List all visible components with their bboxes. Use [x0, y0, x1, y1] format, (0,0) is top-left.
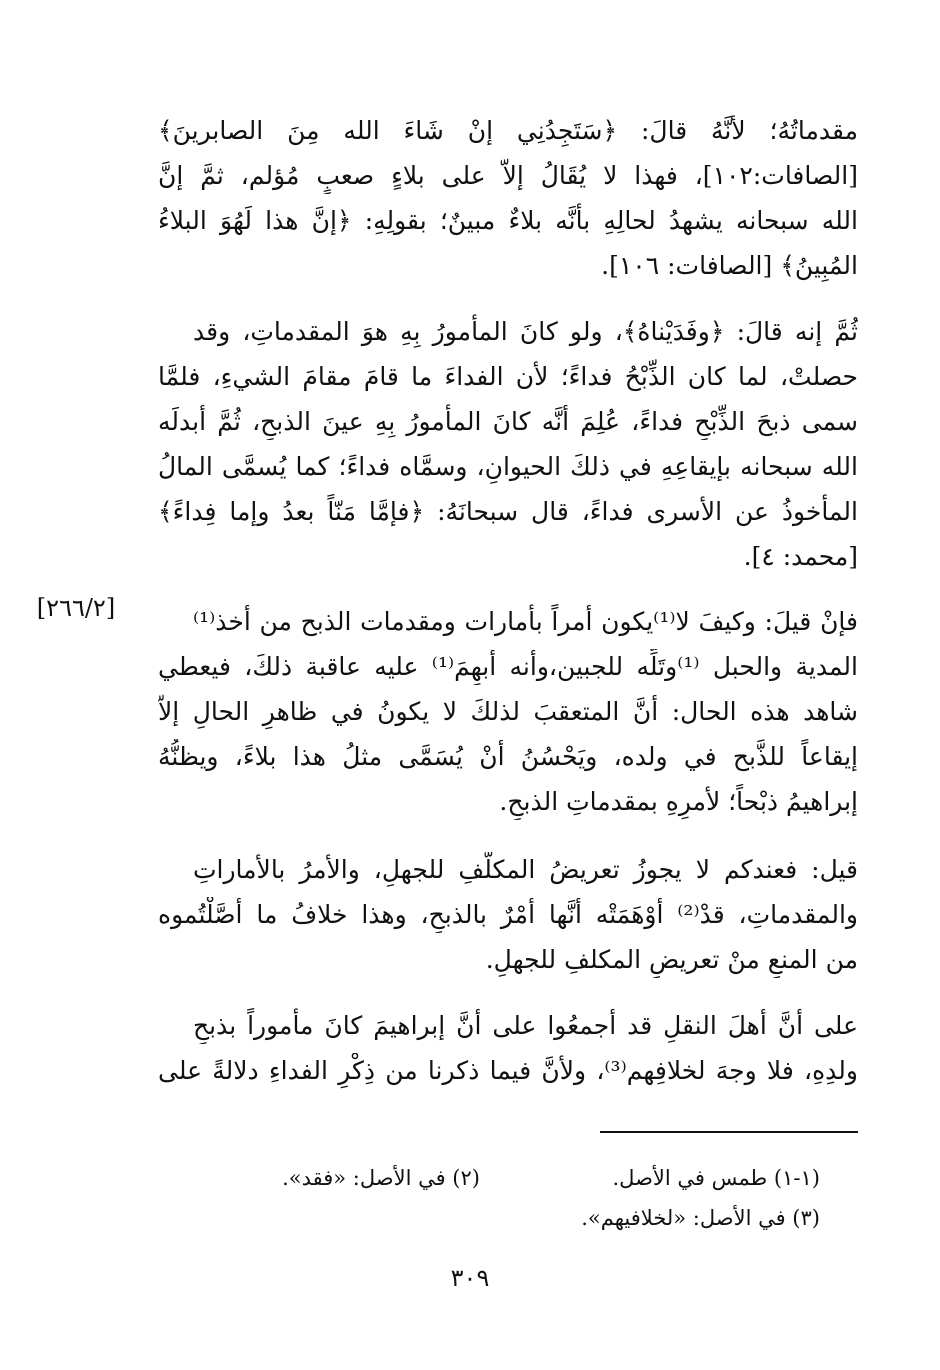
footnote-1: (١-١) طمس في الأصل. [612, 1166, 820, 1190]
text-line: [الصافات:١٠٢]، فهذا لا يُقَالُ إلاَّ على بلاءٍ صعبٍ مُؤلم، ثمَّ إنَّ [158, 161, 858, 190]
text-line: الله سبحانه بإيقاعِهِ في ذلكَ الحيوانِ، وسمَّاه فداءً؛ كما يُسمَّى المالُ [158, 452, 858, 481]
text-line: على أنَّ أهلَ النقلِ قد أجمعُوا على أنَّ إبراهيمَ كانَ مأموراً بذبحِ [193, 1011, 858, 1040]
footnote-separator [600, 1131, 858, 1133]
text-line: المدية والحبل ⁽¹⁾وتَلِّه للجبين،وأنه أُبهِمَ⁽¹⁾ عليه عاقبة ذلكَ، فيعطي [158, 652, 858, 681]
text-line: ثُمَّ إنه قالَ: ﴿وفَدَيْناهُ﴾، ولو كانَ المأمورُ بِهِ هوَ المقدماتِ، وقد [193, 317, 858, 346]
footnote-3: (٣) في الأصل: «لخلافيهم». [581, 1206, 820, 1230]
text-line: من المنعِ منْ تعريضِ المكلفِ للجهلِ. [485, 945, 858, 974]
text-line: حصلتْ، لما كان الذِّبْحُ فداءً؛ لأن الفداءَ ما قامَ مقامَ الشيءِ، فلمَّا [158, 362, 858, 391]
margin-page-reference: [٢٦٦/٢] [36, 594, 116, 622]
text-line: المأخوذُ عن الأسرى فداءً، قال سبحانَهُ: ﴿فإمَّا مَنّاً بعدُ وإما فِداءً﴾ [158, 497, 858, 526]
text-line: الله سبحانه يشهدُ لحالِهِ بأنَّه بلاءٌ مبينٌ؛ بقولِهِ: ﴿إنَّ هذا لَهُوَ البلاءُ [158, 206, 858, 235]
text-line: إبراهيمُ ذبْحاً؛ لأمرِهِ بمقدماتِ الذبحِ. [499, 787, 858, 816]
text-line: المُبِينُ﴾ [الصافات: ١٠٦]. [601, 251, 858, 280]
footnote-2: (٢) في الأصل: «فقد». [282, 1166, 480, 1190]
text-line: والمقدماتِ، قدْ⁽²⁾ أَوْهَمَتْه أنَّها أمْرٌ بالذبحِ، وهذا خلافُ ما أَصَّلْتُموه [158, 900, 858, 929]
text-line: [محمد: ٤]. [743, 542, 858, 571]
text-line: فإنْ قيلَ: وكيفَ لا⁽¹⁾يكون أمراً بأمارات ومقدمات الذبح من أخذ⁽¹⁾ [193, 607, 858, 636]
text-line: قيل: فعندكم لا يجوزُ تعريضُ المكلَّفِ للجهلِ، والأمرُ بالأماراتِ [193, 855, 858, 884]
text-line: شاهد هذه الحال: أنَّ المتعقبَ لذلكَ لا يكونُ في ظاهرِ الحالِ إلاَّ [158, 697, 858, 726]
text-line: ولدِهِ، فلا وجهَ لخلافِهم⁽³⁾، ولأنَّ فيما ذكرنا من ذِكْرِ الفداءِ دلالةً على [158, 1056, 858, 1085]
text-line: مقدماتُهُ؛ لأنَّهُ قالَ: ﴿سَتَجِدُنِي إنْ شَاءَ الله مِنَ الصابرينَ﴾ [158, 116, 858, 145]
text-line: سمى ذبحَ الذِّبْحِ فداءً، عُلِمَ أنَّه كانَ المأمورُ بِهِ عينَ الذبحِ، ثُمَّ أبدلَه [158, 407, 858, 436]
text-line: إيقاعاً للذَّبح في ولده، ويَحْسُنُ أنْ يُسَمَّى مثلُ هذا بلاءً، ويظنُّهُ [158, 742, 858, 771]
page-number: ٣٠٩ [450, 1264, 490, 1292]
